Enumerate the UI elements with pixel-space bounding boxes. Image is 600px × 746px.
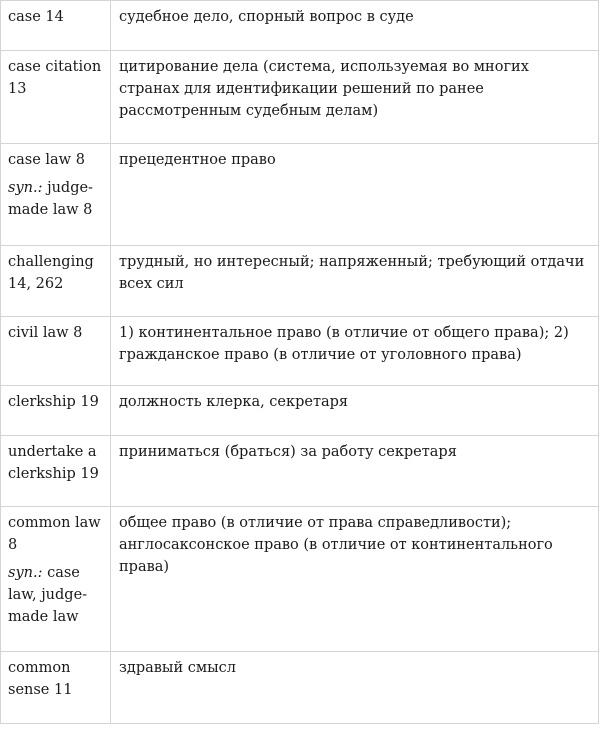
term-cell [1,246,111,317]
definition-cell [111,1,599,51]
definition-text: трудный, но интересный; напряженный; требующий отдачи всех сил [119,254,585,292]
table-row [1,652,599,724]
definition-text: приниматься (браться) за работу секретаря [119,444,457,460]
term-text: common sense 11 [8,660,73,698]
table-row [1,386,599,436]
definition-text: цитирование дела (система, используемая во многих странах для идентификации решений по ранее рассмотренным судебным делам) [119,59,529,119]
term-cell [1,144,111,246]
definition-text: 1) континентальное право (в отличие от общего права); 2) гражданское право (в отличие от уголовного права) [119,325,569,363]
definition-cell [111,51,599,144]
table-row [1,1,599,51]
table-row [1,507,599,652]
table-row [1,246,599,317]
glossary-body [1,1,599,724]
synonym-line [8,177,103,221]
definition-text: должность клерка, секретаря [119,394,349,410]
synonym-label: syn.: [8,180,43,196]
table-row [1,317,599,386]
term-cell [1,51,111,144]
definition-cell [111,436,599,507]
term-cell [1,386,111,436]
table-row [1,144,599,246]
term-cell [1,652,111,724]
definition-cell [111,507,599,652]
definition-cell [111,386,599,436]
term-cell [1,1,111,51]
definition-cell [111,246,599,317]
table-row [1,51,599,144]
definition-text: общее право (в отличие от права справедливости); англосаксонское право (в отличие от континентального права) [119,515,553,575]
definition-text: судебное дело, спорный вопрос в суде [119,9,414,25]
synonym-line [8,562,103,628]
definition-text: здравый смысл [119,660,237,676]
term-text: case 14 [8,9,64,25]
definition-cell [111,144,599,246]
definition-text: прецедентное право [119,152,276,168]
term-text: civil law 8 [8,325,83,341]
term-cell [1,317,111,386]
table-row [1,436,599,507]
term-text: common law 8 [8,515,101,553]
synonym-text: case law, judge-made law [8,565,88,625]
synonym-text: judge-made law 8 [8,180,93,218]
term-text: case citation 13 [8,59,102,97]
term-text: undertake a clerkship 19 [8,444,99,482]
term-cell [1,507,111,652]
term-cell [1,436,111,507]
synonym-label: syn.: [8,565,43,581]
term-text: challenging 14, 262 [8,254,94,292]
term-text: case law 8 [8,152,85,168]
term-text: clerkship 19 [8,394,99,410]
definition-cell [111,652,599,724]
definition-cell [111,317,599,386]
